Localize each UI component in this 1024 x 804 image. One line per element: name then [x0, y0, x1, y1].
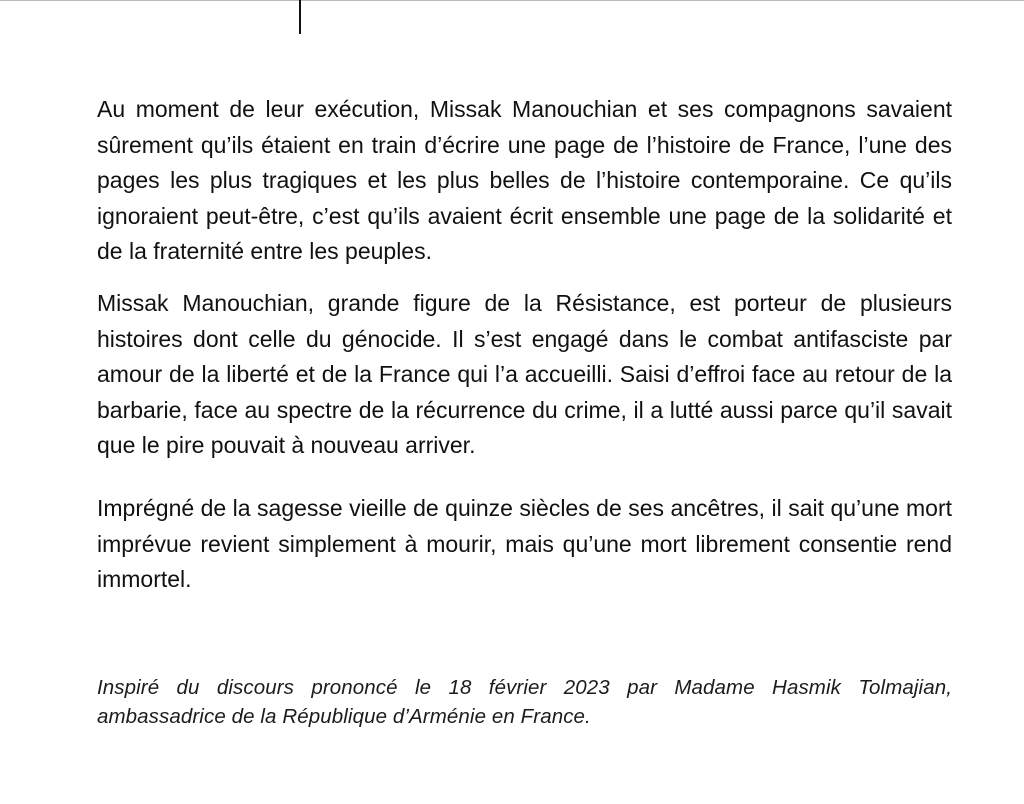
article-body [97, 92, 952, 598]
page-top-border [0, 0, 1024, 1]
page-top-marker [299, 0, 301, 34]
source-attribution: Inspiré du discours prononcé le 18 février 2023 par Madame Hasmik Tolmajian, ambassadrice de la République d’Arménie en France. [97, 676, 952, 728]
paragraph-execution: Au moment de leur exécution, Missak Manouchian et ses compagnons savaient sûrement qu’ils étaient en train d’écrire une page de l’histoire de France, l’une des pages les plus tragiques et les plus belles de l’histoire contemporaine. Ce qu’ils ignoraient peut-être, c’est qu’ils avaient écrit ensemble une page de la solidarité et de la fraternité entre les peuples. [97, 96, 952, 265]
paragraph-ancestors: Imprégné de la sagesse vieille de quinze siècles de ses ancêtres, il sait qu’une mort imprévue revient simplement à mourir, mais qu’une mort librement consentie rend immortel. [97, 494, 952, 593]
paragraph-resistance: Missak Manouchian, grande figure de la Résistance, est porteur de plusieurs histoires dont celle du génocide. Il s’est engagé dans le combat antifasciste par amour de la liberté et de la France qui l’a accueilli. Saisi d’effroi face au retour de la barbarie, face au spectre de la récurrence du crime, il a lutté aussi parce qu’il savait que le pire pouvait à nouveau arriver. [97, 289, 952, 459]
